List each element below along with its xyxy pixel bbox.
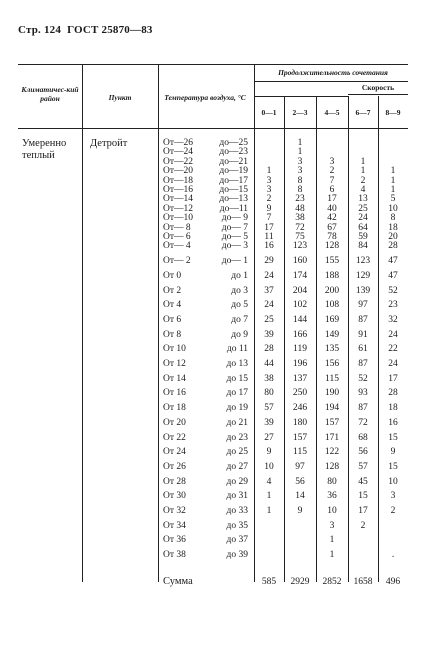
table-cell: 28 [388, 241, 398, 252]
temperature-range [163, 521, 248, 531]
table-cell: 115 [325, 373, 339, 384]
table-cell: 7 [329, 175, 335, 186]
range-from: От— 4 [163, 241, 191, 252]
table-cell: 1 [266, 166, 272, 177]
table-cell: 17 [264, 222, 274, 233]
range-to: до 5 [231, 300, 248, 311]
table-cell: 3 [266, 175, 272, 186]
sum-cell: 1658 [353, 576, 373, 587]
point-name: Детройт [90, 138, 128, 149]
range-to: до 31 [226, 491, 248, 502]
temperature-range [163, 300, 248, 310]
table-cell: 139 [355, 285, 371, 296]
table-cell: 149 [324, 329, 340, 340]
range-from: От 26 [163, 461, 186, 472]
table-cell: 29 [264, 256, 274, 267]
range-from: От 32 [163, 506, 186, 516]
table-cell: 204 [292, 285, 308, 296]
range-to: до 21 [226, 417, 248, 428]
table-cell: 56 [358, 447, 368, 458]
table-cell: 40 [327, 203, 337, 214]
table-cell: 22 [388, 344, 398, 355]
table-cell: 1 [390, 166, 396, 177]
col-header-region: Климатичес-кий район [21, 85, 79, 103]
temperature-range [163, 241, 248, 251]
table-cell: 9 [297, 506, 303, 516]
page-number: Стр. 124 [18, 24, 62, 36]
table-cell: 67 [327, 222, 337, 233]
range-from: От 20 [163, 417, 186, 428]
table-cell: 128 [324, 241, 340, 252]
table-rule [18, 128, 408, 129]
range-from: От— 6 [163, 232, 191, 242]
table-cell: 156 [324, 359, 340, 369]
range-from: От 12 [163, 359, 186, 369]
range-from: От 8 [163, 329, 182, 340]
table-cell: 42 [327, 213, 337, 224]
range-from: От— 2 [163, 256, 191, 267]
speed-range-label: 6—7 [355, 108, 371, 117]
table-cell: 93 [358, 388, 368, 399]
range-to: до 17 [226, 388, 248, 399]
table-cell: 144 [292, 314, 308, 325]
table-cell: 2 [266, 194, 272, 205]
range-to: до 23 [226, 432, 248, 443]
range-to: до—19 [219, 166, 248, 177]
table-cell: 17 [388, 373, 398, 384]
table-cell: 1 [360, 166, 366, 177]
range-to: до—23 [219, 147, 248, 158]
range-to: до 39 [226, 550, 248, 561]
table-cell: 45 [358, 476, 368, 487]
range-from: От 18 [163, 403, 186, 414]
table-cell: 1 [266, 491, 272, 502]
col-header-temperature: Температура воздуха, °С [164, 93, 246, 102]
table-cell: 7 [266, 213, 272, 224]
table-cell: 10 [327, 506, 337, 516]
range-from: От 24 [163, 447, 186, 458]
sum-cell: 585 [261, 576, 277, 587]
table-cell: 8 [297, 185, 303, 195]
table-cell: 9 [266, 447, 272, 458]
range-from: От 38 [163, 550, 186, 561]
range-to: до 7 [231, 314, 248, 325]
table-cell: 25 [358, 203, 368, 214]
table-cell: 196 [292, 359, 308, 369]
table-cell: 38 [264, 373, 274, 384]
table-cell: 20 [388, 232, 398, 242]
temperature-range [163, 433, 248, 443]
table-cell: 18 [388, 222, 398, 233]
table-cell: 72 [358, 417, 368, 428]
table-cell: 188 [324, 270, 340, 281]
table-cell: 23 [295, 194, 305, 205]
table-cell: 48 [295, 203, 305, 214]
temperature-range [163, 491, 248, 501]
table-cell: 84 [358, 241, 368, 252]
table-cell: 119 [293, 344, 307, 355]
table-cell: 166 [292, 329, 308, 340]
sum-label: Сумма [163, 575, 193, 587]
table-cell: 1 [390, 175, 396, 186]
table-rule [254, 81, 408, 82]
table-cell: 23 [388, 300, 398, 311]
table-cell: 18 [388, 403, 398, 414]
page-header [18, 24, 153, 36]
speed-range-label: 4—5 [324, 108, 340, 117]
table-cell: 25 [264, 314, 274, 325]
table-cell: 200 [324, 285, 340, 296]
sum-cell: 2852 [322, 576, 342, 587]
range-from: От—10 [163, 213, 194, 224]
table-cell: 52 [388, 285, 398, 296]
table-cell: 27 [264, 432, 274, 443]
col-header-point: Пункт [108, 93, 132, 102]
temperature-range [163, 271, 248, 281]
table-cell: 61 [358, 344, 368, 355]
range-from: От 6 [163, 314, 182, 325]
range-to: до 29 [226, 476, 248, 487]
table-cell: 17 [358, 506, 368, 516]
range-from: От 0 [163, 270, 182, 281]
table-cell: 15 [388, 432, 398, 443]
table-cell: 17 [327, 194, 337, 205]
table-cell: 28 [264, 344, 274, 355]
table-cell: 39 [264, 329, 274, 340]
table-cell: 52 [358, 373, 368, 384]
table-cell: 1 [390, 185, 396, 195]
table-cell: 123 [355, 256, 371, 267]
temperature-range [163, 374, 248, 384]
range-from: От 16 [163, 388, 186, 399]
table-cell: 59 [358, 232, 368, 242]
temperature-range [163, 447, 248, 457]
range-from: От—12 [163, 203, 194, 214]
speed-range-label: 2—3 [292, 108, 308, 117]
table-cell: 246 [292, 403, 308, 414]
table-cell: 36 [327, 491, 337, 502]
temperature-range [163, 506, 248, 516]
range-to: до—17 [219, 175, 248, 186]
table-cell: 80 [327, 476, 337, 487]
temperature-range [163, 462, 248, 472]
table-cell: 87 [358, 359, 368, 369]
table-cell: 129 [355, 270, 371, 281]
table-cell: 24 [358, 213, 368, 224]
table-cell: 56 [295, 476, 305, 487]
table-cell: 171 [324, 432, 340, 443]
table-cell: 122 [324, 447, 340, 458]
range-from: От—18 [163, 175, 194, 186]
table-cell: 97 [295, 461, 305, 472]
table-cell: 72 [295, 222, 305, 233]
range-from: От 28 [163, 476, 186, 487]
range-from: От 4 [163, 300, 182, 311]
temperature-range [163, 315, 248, 325]
table-cell: 3 [329, 520, 335, 531]
temperature-range [163, 388, 248, 398]
temperature-range [163, 403, 248, 413]
table-cell: 250 [292, 388, 308, 399]
table-cell: 190 [324, 388, 340, 399]
table-cell: 8 [297, 175, 303, 186]
range-to: до—21 [219, 156, 248, 167]
range-to: до 13 [226, 359, 248, 369]
sum-cell: 496 [385, 576, 401, 587]
table-cell: 160 [292, 256, 308, 267]
table-cell: 24 [388, 329, 398, 340]
sum-cell: 2929 [290, 576, 310, 587]
table-cell: 57 [264, 403, 274, 414]
table-cell: 3 [297, 156, 303, 167]
table-cell: 24 [264, 270, 274, 281]
table-cell: 2 [390, 506, 396, 516]
table-cell: 16 [388, 417, 398, 428]
temperature-range [163, 535, 248, 545]
table-cell: 44 [264, 359, 274, 369]
range-from: От 14 [163, 373, 186, 384]
temperature-range [163, 359, 248, 369]
table-cell: 102 [292, 300, 308, 311]
table-cell: 97 [358, 300, 368, 311]
table-cell: 91 [358, 329, 368, 340]
temperature-range [163, 256, 248, 266]
temperature-range [163, 550, 248, 560]
table-cell: 87 [358, 403, 368, 414]
range-from: От— 8 [163, 222, 191, 233]
table-cell: 24 [388, 359, 398, 369]
table-rule [18, 64, 408, 65]
table-cell: 38 [295, 213, 305, 224]
speed-range-label: 0—1 [261, 108, 277, 117]
table-cell: 128 [324, 461, 340, 472]
temperature-range [163, 477, 248, 487]
table-cell: 10 [388, 476, 398, 487]
table-cell: 10 [388, 203, 398, 214]
table-cell: 4 [360, 185, 366, 195]
table-cell: 123 [292, 241, 308, 252]
table-cell: 169 [324, 314, 340, 325]
range-to: до—11 [219, 203, 248, 214]
range-from: От 10 [163, 344, 186, 355]
range-from: От—22 [163, 156, 194, 167]
temperature-range [163, 344, 248, 354]
range-to: до— 3 [221, 241, 248, 252]
table-cell: 174 [292, 270, 308, 281]
table-rule [254, 96, 348, 97]
table-cell: 135 [324, 344, 340, 355]
table-cell: 157 [292, 432, 308, 443]
temperature-range [163, 418, 248, 428]
table-cell: 87 [358, 314, 368, 325]
table-cell: 15 [388, 461, 398, 472]
col-header-duration: Продолжительность сочетания [278, 68, 388, 77]
table-cell: 24 [264, 300, 274, 311]
range-from: От 30 [163, 491, 186, 502]
data-table [18, 64, 408, 587]
table-cell: 11 [264, 232, 274, 242]
range-from: От—20 [163, 166, 194, 177]
table-cell: 9 [266, 203, 272, 214]
table-cell: 1 [360, 156, 366, 167]
table-cell: 3 [297, 166, 303, 177]
range-to: до 27 [226, 461, 248, 472]
table-cell: 9 [390, 447, 396, 458]
table-cell: 1 [297, 147, 303, 158]
range-to: до 9 [231, 329, 248, 340]
range-from: От 22 [163, 432, 186, 443]
table-cell: 1 [297, 138, 303, 148]
table-cell: 2 [329, 166, 335, 177]
table-cell: 14 [295, 491, 305, 502]
range-to: до—15 [219, 185, 248, 195]
table-cell: 64 [358, 222, 368, 233]
table-cell: 37 [264, 285, 274, 296]
table-cell: 47 [388, 256, 398, 267]
table-cell: 28 [388, 388, 398, 399]
range-from: От—24 [163, 147, 194, 158]
column-rule [82, 64, 83, 582]
table-cell: 5 [390, 194, 396, 205]
table-cell: 2 [360, 520, 366, 531]
table-cell: 3 [390, 491, 396, 502]
standard-code: ГОСТ 25870—83 [67, 24, 153, 36]
range-to: до 25 [226, 447, 248, 458]
table-cell: 2 [360, 175, 366, 186]
table-cell: 1 [329, 550, 335, 561]
range-from: От 2 [163, 285, 182, 296]
range-to: до 1 [231, 270, 248, 281]
table-cell: 157 [324, 417, 340, 428]
range-to: до— 5 [221, 232, 248, 242]
range-to: до—13 [219, 194, 248, 205]
table-cell: 13 [358, 194, 368, 205]
range-from: От—26 [163, 138, 194, 148]
table-rule [348, 94, 408, 95]
range-to: до— 7 [221, 222, 248, 233]
column-rule [158, 64, 159, 582]
range-to: до 33 [226, 506, 248, 516]
range-to: до—25 [219, 138, 248, 148]
table-cell: 137 [292, 373, 308, 384]
table-cell: 57 [358, 461, 368, 472]
table-cell: 75 [295, 232, 305, 242]
table-cell: 10 [264, 461, 274, 472]
region-name: Умеренно теплый [22, 138, 67, 161]
range-to: до— 1 [221, 256, 248, 267]
temperature-range [163, 286, 248, 296]
range-from: От—14 [163, 194, 194, 205]
table-cell: 1 [266, 506, 272, 516]
table-cell: 78 [327, 232, 337, 242]
temperature-range [163, 330, 248, 340]
range-to: до 19 [226, 403, 248, 414]
range-to: до 15 [226, 373, 248, 384]
table-cell: 180 [292, 417, 308, 428]
table-cell: 15 [358, 491, 368, 502]
table-cell: 39 [264, 417, 274, 428]
table-cell: . [391, 550, 395, 561]
table-cell: 32 [388, 314, 398, 325]
range-to: до 11 [226, 344, 248, 355]
speed-range-label: 8—9 [385, 108, 401, 117]
range-to: до 35 [226, 520, 248, 531]
table-cell: 115 [293, 447, 307, 458]
table-cell: 4 [266, 476, 272, 487]
table-cell: 155 [324, 256, 340, 267]
range-to: до 3 [231, 285, 248, 296]
range-to: до— 9 [221, 213, 248, 224]
range-to: до 37 [226, 535, 248, 546]
range-from: От 34 [163, 520, 186, 531]
table-cell: 8 [390, 213, 396, 224]
table-cell: 3 [329, 156, 335, 167]
table-cell: 68 [358, 432, 368, 443]
table-cell: 6 [329, 185, 335, 195]
table-cell: 194 [324, 403, 340, 414]
range-from: От 36 [163, 535, 186, 546]
table-cell: 1 [329, 535, 335, 546]
table-cell: 80 [264, 388, 274, 399]
table-cell: 16 [264, 241, 274, 252]
table-cell: 47 [388, 270, 398, 281]
col-header-speed: Скорость [361, 83, 395, 92]
table-cell: 108 [324, 300, 340, 311]
table-cell: 3 [266, 185, 272, 195]
range-from: От—16 [163, 185, 194, 195]
